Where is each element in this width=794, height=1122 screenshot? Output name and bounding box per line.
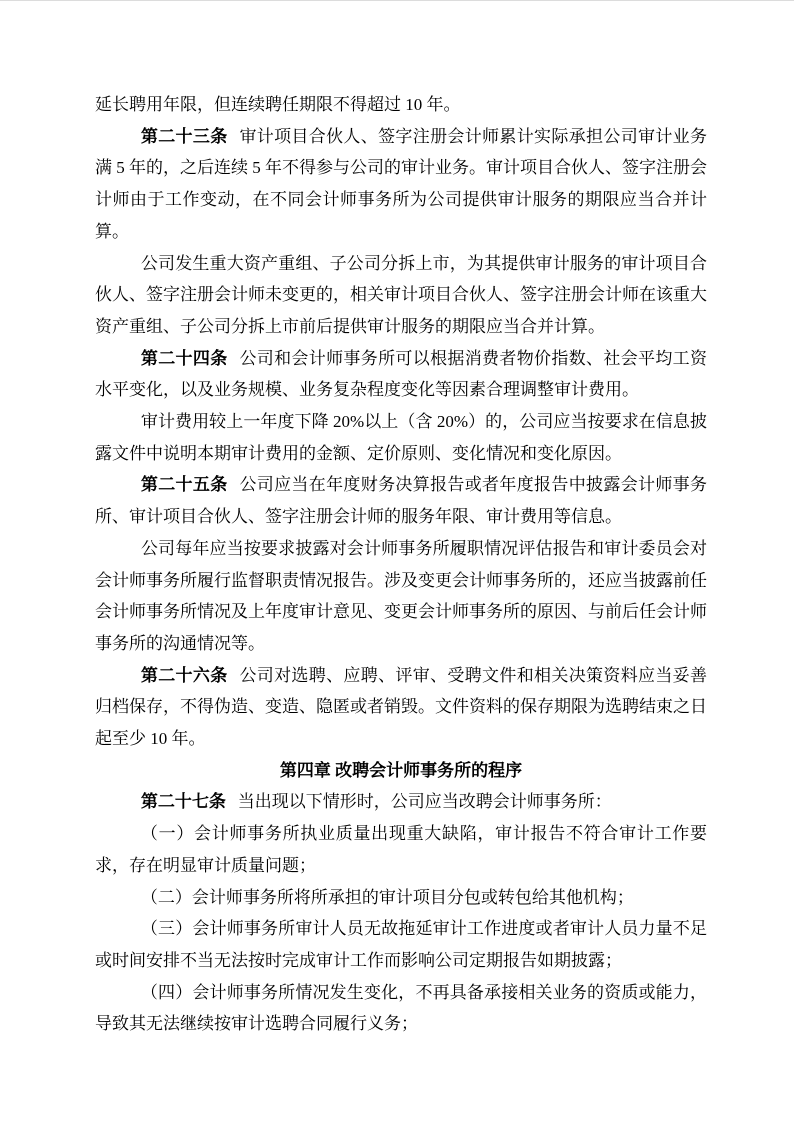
paragraph-text: 公司每年应当按要求披露对会计师事务所履职情况评估报告和审计委员会对会计师事务所履行监督职责情况报告。涉及变更会计师事务所的，还应当披露前任会计师事务所情况及上年度审计意见、变更会计师事务所的原因、与前后任会计师事务所的沟通情况等。 — [95, 538, 707, 653]
article-23-paragraph-2 — [95, 248, 707, 343]
article-27-number: 第二十七条 — [140, 792, 226, 812]
article-25-paragraph-2 — [95, 533, 707, 660]
article-24-paragraph-2 — [95, 406, 707, 469]
article-23-text: 审计项目合伙人、签字注册会计师累计实际承担公司审计业务满 5 年的，之后连续 5 年不得参与公司的审计业务。审计项目合伙人、签字注册会计师由于工作变动，在不同会计师事务所为公司提供审计服务的期限应当合并计算。 — [95, 126, 708, 241]
list-item-text: （一）会计师事务所执业质量出现重大缺陷，审计报告不符合审计工作要求，存在明显审计质量问题； — [95, 824, 707, 875]
paragraph-text: 公司发生重大资产重组、子公司分拆上市，为其提供审计服务的审计项目合伙人、签字注册会计师未变更的，相关审计项目合伙人、签字注册会计师在该重大资产重组、子公司分拆上市前后提供审计服务的期限应当合并计算。 — [95, 253, 707, 336]
article-27-paragraph — [95, 786, 707, 818]
paragraph-text: 延长聘用年限，但连续聘任期限不得超过 10 年。 — [95, 95, 461, 114]
chapter-4-heading: 第四章 改聘会计师事务所的程序 — [279, 760, 523, 780]
article-25-text: 公司应当在年度财务决算报告或者年度报告中披露会计师事务所、审计项目合伙人、签字注册会计师的服务年限、审计费用等信息。 — [95, 475, 708, 527]
article-27-text: 当出现以下情形时，公司应当改聘会计师事务所： — [237, 792, 612, 812]
article-24-paragraph — [95, 343, 707, 406]
article-26-paragraph — [95, 660, 707, 755]
article-25-number: 第二十五条 — [140, 475, 228, 495]
article-26-number: 第二十六条 — [140, 665, 228, 685]
article-26-text: 公司对选聘、应聘、评审、受聘文件和相关决策资料应当妥善归档保存，不得伪造、变造、隐匿或者销毁。文件资料的保存期限为选聘结束之日起至少 10 年。 — [95, 665, 708, 749]
list-item-text: （二）会计师事务所将所承担的审计项目分包或转包给其他机构； — [140, 887, 634, 907]
list-item-2 — [95, 882, 707, 914]
article-24-text: 公司和会计师事务所可以根据消费者物价指数、社会平均工资水平变化，以及业务规模、业务复杂程度变化等因素合理调整审计费用。 — [95, 348, 708, 400]
article-23-number: 第二十三条 — [140, 126, 228, 146]
article-23-paragraph — [95, 121, 707, 248]
article-24-number: 第二十四条 — [140, 348, 228, 368]
paragraph-continuation — [95, 89, 707, 121]
list-item-3 — [95, 913, 707, 976]
list-item-text: （三）会计师事务所审计人员无故拖延审计工作进度或者审计人员力量不足或时间安排不当无法按时完成审计工作而影响公司定期报告如期披露； — [95, 919, 707, 970]
article-25-paragraph — [95, 469, 707, 532]
list-item-4 — [95, 977, 707, 1040]
list-item-text: （四）会计师事务所情况发生变化，不再具备承接相关业务的资质或能力，导致其无法继续按审计选聘合同履行义务； — [95, 982, 707, 1034]
list-item-1 — [95, 818, 707, 881]
paragraph-text: 审计费用较上一年度下降 20%以上（含 20%）的，公司应当按要求在信息披露文件中说明本期审计费用的金额、定价原则、变化情况和变化原因。 — [95, 412, 707, 463]
